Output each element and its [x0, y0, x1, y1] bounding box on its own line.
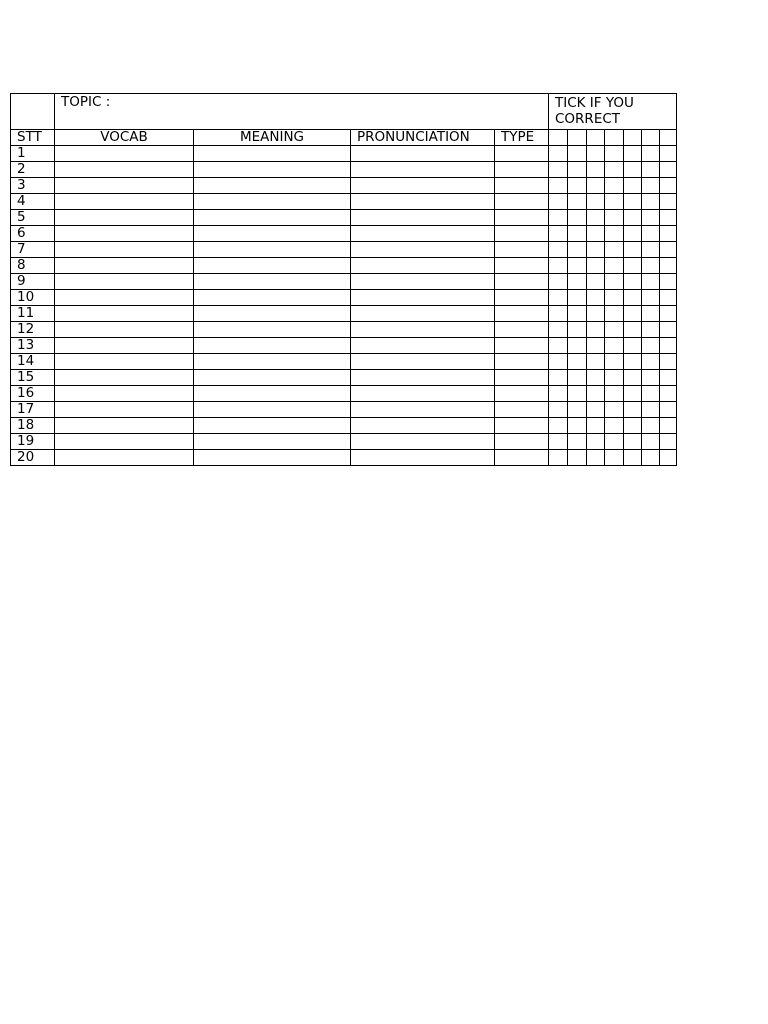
- tick-box[interactable]: [660, 402, 677, 418]
- tick-box[interactable]: [642, 146, 660, 162]
- table-row: [11, 226, 677, 242]
- table-row: [11, 162, 677, 178]
- pronunciation-cell[interactable]: [351, 290, 495, 306]
- tick-box[interactable]: [605, 306, 624, 322]
- row-number: 7: [11, 242, 55, 258]
- tick-header-box: [624, 130, 642, 146]
- column-header-row: [11, 130, 677, 146]
- tick-box[interactable]: [587, 258, 605, 274]
- stt-header: STT: [11, 130, 55, 146]
- tick-box[interactable]: [568, 178, 587, 194]
- tick-box[interactable]: [642, 290, 660, 306]
- type-cell[interactable]: [495, 178, 549, 194]
- pronunciation-cell[interactable]: [351, 370, 495, 386]
- type-cell[interactable]: [495, 274, 549, 290]
- meaning-cell[interactable]: [194, 194, 351, 210]
- vocab-cell[interactable]: [55, 322, 194, 338]
- table-row: [11, 242, 677, 258]
- tick-box[interactable]: [587, 274, 605, 290]
- vocab-worksheet-table: [10, 93, 677, 466]
- type-cell[interactable]: [495, 162, 549, 178]
- meaning-cell[interactable]: [194, 210, 351, 226]
- tick-box[interactable]: [660, 354, 677, 370]
- type-cell[interactable]: [495, 194, 549, 210]
- tick-box[interactable]: [568, 194, 587, 210]
- tick-box[interactable]: [642, 274, 660, 290]
- tick-box[interactable]: [642, 210, 660, 226]
- type-cell[interactable]: [495, 322, 549, 338]
- vocab-cell[interactable]: [55, 306, 194, 322]
- tick-box[interactable]: [549, 306, 568, 322]
- meaning-cell[interactable]: [194, 434, 351, 450]
- vocab-cell[interactable]: [55, 210, 194, 226]
- tick-box[interactable]: [587, 450, 605, 466]
- row-number: 3: [11, 178, 55, 194]
- type-cell[interactable]: [495, 226, 549, 242]
- table-row: [11, 274, 677, 290]
- meaning-cell[interactable]: [194, 370, 351, 386]
- tick-box[interactable]: [549, 386, 568, 402]
- tick-box[interactable]: [605, 274, 624, 290]
- type-cell[interactable]: [495, 386, 549, 402]
- vocab-cell[interactable]: [55, 386, 194, 402]
- tick-box[interactable]: [568, 274, 587, 290]
- tick-box[interactable]: [587, 194, 605, 210]
- table-row: [11, 258, 677, 274]
- table-row: [11, 418, 677, 434]
- tick-box[interactable]: [549, 274, 568, 290]
- tick-header-box: [605, 130, 624, 146]
- row-number: 20: [11, 450, 55, 466]
- type-header: TYPE: [495, 130, 549, 146]
- tick-box[interactable]: [549, 418, 568, 434]
- tick-box[interactable]: [642, 322, 660, 338]
- tick-box[interactable]: [660, 338, 677, 354]
- vocab-cell[interactable]: [55, 258, 194, 274]
- tick-box[interactable]: [642, 418, 660, 434]
- row-number: 9: [11, 274, 55, 290]
- vocab-header: VOCAB: [55, 130, 194, 146]
- row-number: 17: [11, 402, 55, 418]
- meaning-cell[interactable]: [194, 146, 351, 162]
- tick-box[interactable]: [642, 242, 660, 258]
- tick-box[interactable]: [660, 146, 677, 162]
- table-row: [11, 402, 677, 418]
- table-row: [11, 338, 677, 354]
- tick-box[interactable]: [642, 450, 660, 466]
- tick-box[interactable]: [660, 370, 677, 386]
- tick-header-box: [549, 130, 568, 146]
- tick-box[interactable]: [568, 210, 587, 226]
- tick-box[interactable]: [587, 146, 605, 162]
- tick-box[interactable]: [605, 226, 624, 242]
- tick-box[interactable]: [624, 354, 642, 370]
- type-cell[interactable]: [495, 258, 549, 274]
- row-number: 15: [11, 370, 55, 386]
- tick-box[interactable]: [624, 386, 642, 402]
- tick-box[interactable]: [642, 434, 660, 450]
- tick-box[interactable]: [660, 418, 677, 434]
- tick-box[interactable]: [605, 290, 624, 306]
- tick-box[interactable]: [624, 242, 642, 258]
- tick-box[interactable]: [624, 306, 642, 322]
- tick-box[interactable]: [624, 178, 642, 194]
- table-row: [11, 434, 677, 450]
- tick-box[interactable]: [568, 322, 587, 338]
- tick-box[interactable]: [605, 178, 624, 194]
- tick-box[interactable]: [660, 178, 677, 194]
- tick-box[interactable]: [568, 418, 587, 434]
- pronunciation-cell[interactable]: [351, 418, 495, 434]
- tick-box[interactable]: [660, 226, 677, 242]
- tick-box[interactable]: [624, 194, 642, 210]
- row-number: 16: [11, 386, 55, 402]
- row-number: 8: [11, 258, 55, 274]
- tick-box[interactable]: [605, 242, 624, 258]
- type-cell[interactable]: [495, 434, 549, 450]
- tick-box[interactable]: [587, 306, 605, 322]
- pronunciation-cell[interactable]: [351, 402, 495, 418]
- type-cell[interactable]: [495, 210, 549, 226]
- meaning-cell[interactable]: [194, 386, 351, 402]
- tick-box[interactable]: [568, 306, 587, 322]
- tick-box[interactable]: [587, 226, 605, 242]
- tick-box[interactable]: [568, 226, 587, 242]
- tick-box[interactable]: [624, 402, 642, 418]
- tick-box[interactable]: [568, 386, 587, 402]
- tick-box[interactable]: [568, 290, 587, 306]
- tick-box[interactable]: [605, 354, 624, 370]
- tick-box[interactable]: [587, 370, 605, 386]
- pronunciation-cell[interactable]: [351, 354, 495, 370]
- pronunciation-cell[interactable]: [351, 434, 495, 450]
- row-number: 14: [11, 354, 55, 370]
- tick-box[interactable]: [642, 258, 660, 274]
- table-row: [11, 306, 677, 322]
- tick-header-label: TICK IF YOU CORRECT: [555, 95, 634, 127]
- type-cell[interactable]: [495, 370, 549, 386]
- tick-box[interactable]: [624, 434, 642, 450]
- tick-box[interactable]: [549, 146, 568, 162]
- tick-box[interactable]: [660, 242, 677, 258]
- row-number: 1: [11, 146, 55, 162]
- meaning-cell[interactable]: [194, 290, 351, 306]
- tick-box[interactable]: [605, 418, 624, 434]
- tick-box[interactable]: [642, 354, 660, 370]
- pronunciation-cell[interactable]: [351, 322, 495, 338]
- vocab-cell[interactable]: [55, 338, 194, 354]
- tick-box[interactable]: [587, 322, 605, 338]
- tick-header-box: [642, 130, 660, 146]
- tick-box[interactable]: [587, 338, 605, 354]
- topic-row: [11, 94, 677, 130]
- tick-box[interactable]: [568, 354, 587, 370]
- vocab-cell[interactable]: [55, 194, 194, 210]
- tick-box[interactable]: [660, 210, 677, 226]
- pronunciation-cell[interactable]: [351, 258, 495, 274]
- tick-box[interactable]: [549, 370, 568, 386]
- meaning-cell[interactable]: [194, 322, 351, 338]
- tick-box[interactable]: [549, 338, 568, 354]
- row-number: 10: [11, 290, 55, 306]
- tick-box[interactable]: [587, 290, 605, 306]
- tick-box[interactable]: [549, 450, 568, 466]
- tick-box[interactable]: [624, 322, 642, 338]
- table-row: [11, 354, 677, 370]
- tick-box[interactable]: [660, 434, 677, 450]
- tick-box[interactable]: [587, 418, 605, 434]
- tick-box[interactable]: [549, 258, 568, 274]
- vocab-cell[interactable]: [55, 434, 194, 450]
- tick-box[interactable]: [587, 354, 605, 370]
- tick-box[interactable]: [605, 162, 624, 178]
- tick-box[interactable]: [642, 338, 660, 354]
- pronunciation-header: PRONUNCIATION: [351, 130, 495, 146]
- type-cell[interactable]: [495, 338, 549, 354]
- tick-box[interactable]: [660, 194, 677, 210]
- tick-box[interactable]: [549, 162, 568, 178]
- tick-box[interactable]: [642, 370, 660, 386]
- tick-box[interactable]: [605, 210, 624, 226]
- tick-box[interactable]: [549, 242, 568, 258]
- tick-box[interactable]: [624, 338, 642, 354]
- tick-box[interactable]: [568, 402, 587, 418]
- type-cell[interactable]: [495, 242, 549, 258]
- vocab-cell[interactable]: [55, 450, 194, 466]
- table-row: [11, 146, 677, 162]
- tick-box[interactable]: [660, 450, 677, 466]
- tick-box[interactable]: [642, 178, 660, 194]
- meaning-cell[interactable]: [194, 418, 351, 434]
- vocab-cell[interactable]: [55, 178, 194, 194]
- tick-box[interactable]: [568, 242, 587, 258]
- row-number: 19: [11, 434, 55, 450]
- tick-box[interactable]: [624, 418, 642, 434]
- pronunciation-cell[interactable]: [351, 274, 495, 290]
- pronunciation-cell[interactable]: [351, 194, 495, 210]
- tick-box[interactable]: [605, 370, 624, 386]
- type-cell[interactable]: [495, 146, 549, 162]
- tick-box[interactable]: [624, 370, 642, 386]
- tick-box[interactable]: [587, 242, 605, 258]
- tick-box[interactable]: [605, 338, 624, 354]
- tick-box[interactable]: [568, 338, 587, 354]
- tick-box[interactable]: [568, 258, 587, 274]
- pronunciation-cell[interactable]: [351, 386, 495, 402]
- tick-header-cell: [549, 94, 677, 130]
- tick-box[interactable]: [605, 322, 624, 338]
- tick-box[interactable]: [605, 450, 624, 466]
- topic-label: TOPIC :: [61, 94, 111, 110]
- tick-box[interactable]: [660, 162, 677, 178]
- row-number: 5: [11, 210, 55, 226]
- table-row: [11, 194, 677, 210]
- pronunciation-cell[interactable]: [351, 338, 495, 354]
- tick-box[interactable]: [549, 210, 568, 226]
- tick-box[interactable]: [587, 434, 605, 450]
- tick-box[interactable]: [549, 178, 568, 194]
- type-cell[interactable]: [495, 418, 549, 434]
- tick-box[interactable]: [549, 194, 568, 210]
- tick-box[interactable]: [549, 354, 568, 370]
- meaning-cell[interactable]: [194, 162, 351, 178]
- meaning-cell[interactable]: [194, 178, 351, 194]
- vocab-cell[interactable]: [55, 226, 194, 242]
- vocab-cell[interactable]: [55, 354, 194, 370]
- tick-box[interactable]: [624, 274, 642, 290]
- tick-box[interactable]: [660, 386, 677, 402]
- table-row: [11, 178, 677, 194]
- corner-cell: [11, 94, 55, 130]
- meaning-header: MEANING: [194, 130, 351, 146]
- tick-box[interactable]: [605, 258, 624, 274]
- tick-header-box: [587, 130, 605, 146]
- tick-box[interactable]: [660, 274, 677, 290]
- meaning-cell[interactable]: [194, 242, 351, 258]
- meaning-cell[interactable]: [194, 274, 351, 290]
- table-row: [11, 370, 677, 386]
- tick-box[interactable]: [568, 434, 587, 450]
- meaning-cell[interactable]: [194, 354, 351, 370]
- vocab-cell[interactable]: [55, 274, 194, 290]
- tick-box[interactable]: [660, 306, 677, 322]
- meaning-cell[interactable]: [194, 338, 351, 354]
- vocab-cell[interactable]: [55, 162, 194, 178]
- vocab-cell[interactable]: [55, 418, 194, 434]
- tick-box[interactable]: [660, 290, 677, 306]
- pronunciation-cell[interactable]: [351, 178, 495, 194]
- pronunciation-cell[interactable]: [351, 210, 495, 226]
- tick-box[interactable]: [587, 210, 605, 226]
- table-row: [11, 322, 677, 338]
- tick-box[interactable]: [587, 178, 605, 194]
- row-number: 11: [11, 306, 55, 322]
- type-cell[interactable]: [495, 290, 549, 306]
- tick-box[interactable]: [605, 402, 624, 418]
- tick-box[interactable]: [605, 194, 624, 210]
- meaning-cell[interactable]: [194, 258, 351, 274]
- tick-box[interactable]: [605, 146, 624, 162]
- pronunciation-cell[interactable]: [351, 450, 495, 466]
- type-cell[interactable]: [495, 402, 549, 418]
- pronunciation-cell[interactable]: [351, 146, 495, 162]
- tick-box[interactable]: [642, 194, 660, 210]
- type-cell[interactable]: [495, 306, 549, 322]
- tick-box[interactable]: [568, 146, 587, 162]
- pronunciation-cell[interactable]: [351, 162, 495, 178]
- row-number: 12: [11, 322, 55, 338]
- vocab-cell[interactable]: [55, 242, 194, 258]
- table-row: [11, 210, 677, 226]
- vocab-cell[interactable]: [55, 370, 194, 386]
- tick-box[interactable]: [660, 322, 677, 338]
- type-cell[interactable]: [495, 354, 549, 370]
- table-row: [11, 450, 677, 466]
- meaning-cell[interactable]: [194, 226, 351, 242]
- tick-header-box: [568, 130, 587, 146]
- tick-box[interactable]: [624, 162, 642, 178]
- topic-cell[interactable]: [55, 94, 549, 130]
- vocab-cell[interactable]: [55, 146, 194, 162]
- row-number: 2: [11, 162, 55, 178]
- pronunciation-cell[interactable]: [351, 306, 495, 322]
- tick-box[interactable]: [642, 402, 660, 418]
- tick-box[interactable]: [624, 290, 642, 306]
- vocab-cell[interactable]: [55, 402, 194, 418]
- tick-box[interactable]: [642, 386, 660, 402]
- row-number: 18: [11, 418, 55, 434]
- tick-box[interactable]: [624, 146, 642, 162]
- tick-box[interactable]: [587, 386, 605, 402]
- tick-box[interactable]: [605, 434, 624, 450]
- type-cell[interactable]: [495, 450, 549, 466]
- row-number: 6: [11, 226, 55, 242]
- tick-box[interactable]: [587, 162, 605, 178]
- table-row: [11, 290, 677, 306]
- tick-box[interactable]: [642, 226, 660, 242]
- tick-box[interactable]: [549, 290, 568, 306]
- tick-box[interactable]: [568, 162, 587, 178]
- table-row: [11, 386, 677, 402]
- tick-box[interactable]: [549, 322, 568, 338]
- tick-box[interactable]: [568, 370, 587, 386]
- tick-box[interactable]: [605, 386, 624, 402]
- tick-box[interactable]: [624, 258, 642, 274]
- tick-header-box: [660, 130, 677, 146]
- tick-box[interactable]: [549, 226, 568, 242]
- tick-box[interactable]: [568, 450, 587, 466]
- row-number: 13: [11, 338, 55, 354]
- tick-box[interactable]: [624, 450, 642, 466]
- tick-box[interactable]: [642, 306, 660, 322]
- tick-box[interactable]: [549, 402, 568, 418]
- tick-box[interactable]: [624, 210, 642, 226]
- tick-box[interactable]: [549, 434, 568, 450]
- tick-box[interactable]: [624, 226, 642, 242]
- pronunciation-cell[interactable]: [351, 242, 495, 258]
- meaning-cell[interactable]: [194, 306, 351, 322]
- vocab-cell[interactable]: [55, 290, 194, 306]
- row-number: 4: [11, 194, 55, 210]
- tick-box[interactable]: [587, 402, 605, 418]
- tick-box[interactable]: [660, 258, 677, 274]
- meaning-cell[interactable]: [194, 402, 351, 418]
- tick-box[interactable]: [642, 162, 660, 178]
- meaning-cell[interactable]: [194, 450, 351, 466]
- pronunciation-cell[interactable]: [351, 226, 495, 242]
